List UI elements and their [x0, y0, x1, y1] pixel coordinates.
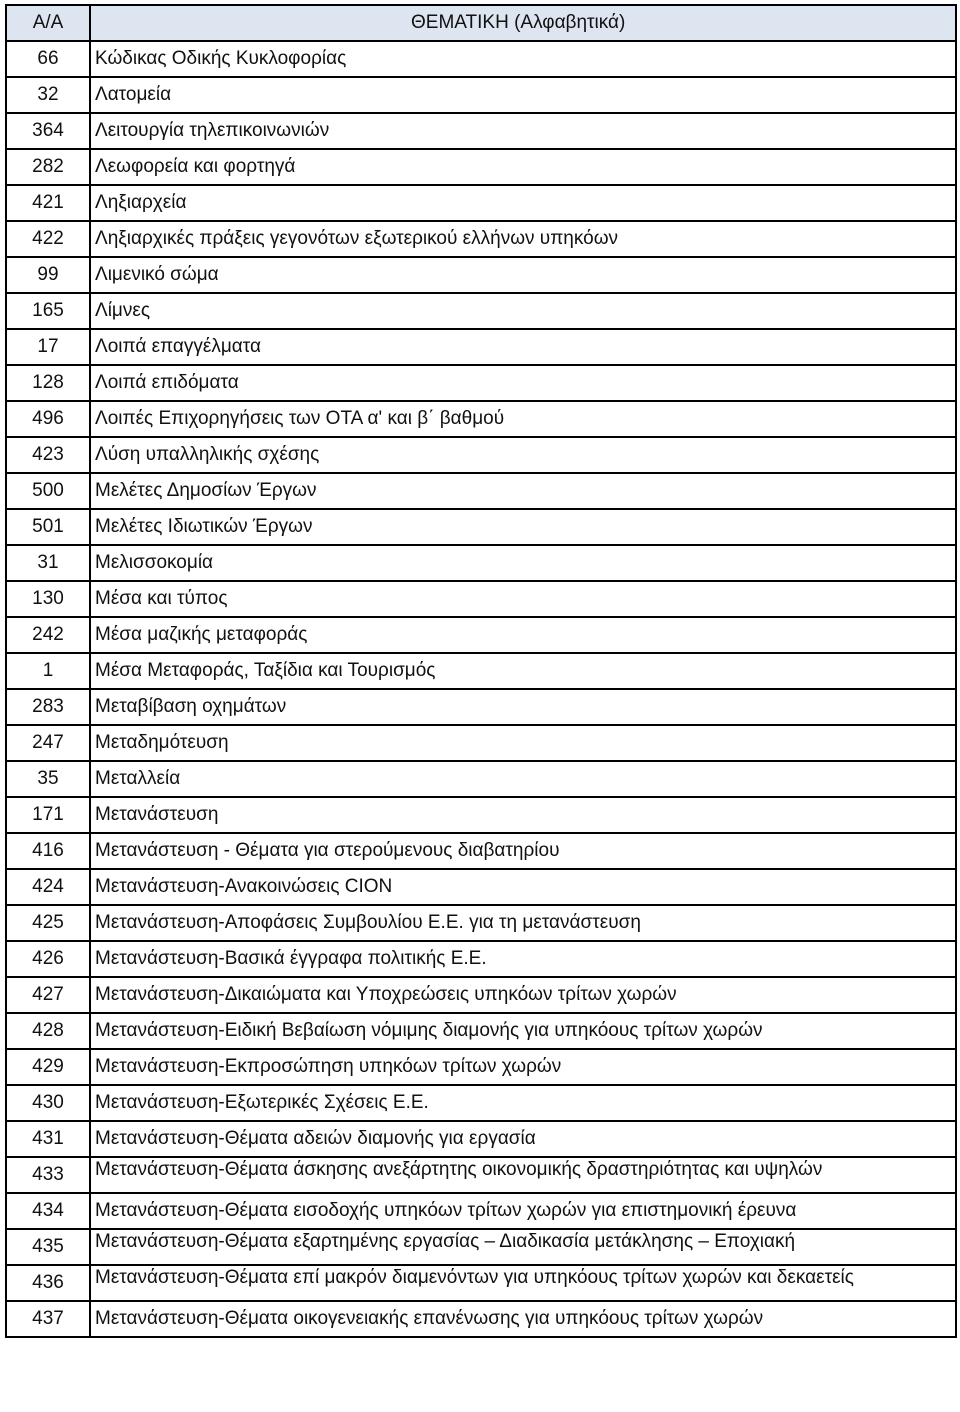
table-row: [6, 437, 956, 473]
table-row: [6, 473, 956, 509]
row-id: 423: [6, 437, 90, 473]
table-row: [6, 761, 956, 797]
row-id: 364: [6, 113, 90, 149]
table-row: [6, 185, 956, 221]
table-row: [6, 869, 956, 905]
table-row: [6, 1301, 956, 1337]
row-id: 501: [6, 509, 90, 545]
table-row: [6, 41, 956, 77]
row-id: 242: [6, 617, 90, 653]
table-row: [6, 1229, 956, 1265]
row-id: 128: [6, 365, 90, 401]
row-topic: Μετανάστευση-Δικαιώματα και Υποχρεώσεις υπηκόων τρίτων χωρών: [90, 977, 956, 1013]
table-row: [6, 545, 956, 581]
table-body: [6, 41, 956, 1337]
table-row: [6, 365, 956, 401]
table-row: [6, 113, 956, 149]
row-id: 434: [6, 1193, 90, 1229]
row-id: 282: [6, 149, 90, 185]
row-id: 496: [6, 401, 90, 437]
table-row: [6, 617, 956, 653]
row-id: 435: [6, 1229, 90, 1265]
row-id: 17: [6, 329, 90, 365]
row-topic: Λοιπά επαγγέλματα: [90, 329, 956, 365]
topics-table: [5, 4, 957, 1338]
table-row: [6, 329, 956, 365]
table-row: [6, 257, 956, 293]
table-row: [6, 1121, 956, 1157]
row-id: 165: [6, 293, 90, 329]
row-id: 428: [6, 1013, 90, 1049]
row-topic: Λοιπές Επιχορηγήσεις των ΟΤΑ α' και β΄ βαθμού: [90, 401, 956, 437]
row-topic: Μετανάστευση-Θέματα εισοδοχής υπηκόων τρίτων χωρών για επιστημονική έρευνα: [90, 1193, 956, 1229]
row-id: 247: [6, 725, 90, 761]
table-row: [6, 1049, 956, 1085]
row-id: 32: [6, 77, 90, 113]
row-topic: Λίμνες: [90, 293, 956, 329]
row-topic: Μελέτες Ιδιωτικών Έργων: [90, 509, 956, 545]
row-id: 422: [6, 221, 90, 257]
row-id: 66: [6, 41, 90, 77]
header-id: Α/Α: [6, 5, 90, 41]
table-row: [6, 221, 956, 257]
row-topic: Μετανάστευση-Ανακοινώσεις CION: [90, 869, 956, 905]
row-topic: Μετανάστευση-Θέματα επί μακρόν διαμενόντων για υπηκόους τρίτων χωρών και δεκαετείς: [90, 1265, 956, 1301]
row-id: 425: [6, 905, 90, 941]
row-topic: Μετανάστευση-Θέματα εξαρτημένης εργασίας – Διαδικασία μετάκλησης – Εποχιακή: [90, 1229, 956, 1265]
table-row: [6, 1157, 956, 1193]
row-topic: Μετανάστευση-Αποφάσεις Συμβουλίου Ε.Ε. για τη μετανάστευση: [90, 905, 956, 941]
row-topic: Μελισσοκομία: [90, 545, 956, 581]
row-id: 433: [6, 1157, 90, 1193]
row-topic: Λειτουργία τηλεπικοινωνιών: [90, 113, 956, 149]
row-topic: Λιμενικό σώμα: [90, 257, 956, 293]
table-row: [6, 77, 956, 113]
header-topic: ΘΕΜΑΤΙΚΗ (Αλφαβητικά): [90, 5, 956, 41]
row-id: 171: [6, 797, 90, 833]
row-id: 427: [6, 977, 90, 1013]
row-id: 429: [6, 1049, 90, 1085]
spreadsheet: [5, 4, 955, 1338]
row-id: 424: [6, 869, 90, 905]
table-row: [6, 401, 956, 437]
table-row: [6, 1265, 956, 1301]
row-id: 130: [6, 581, 90, 617]
row-topic: Λύση υπαλληλικής σχέσης: [90, 437, 956, 473]
row-topic: Μετανάστευση-Θέματα άσκησης ανεξάρτητης οικονομικής δραστηριότητας και υψηλών: [90, 1157, 956, 1193]
row-topic: Κώδικας Οδικής Κυκλοφορίας: [90, 41, 956, 77]
row-id: 35: [6, 761, 90, 797]
row-topic: Μετανάστευση: [90, 797, 956, 833]
table-row: [6, 1085, 956, 1121]
row-topic: Λατομεία: [90, 77, 956, 113]
row-topic: Μελέτες Δημοσίων Έργων: [90, 473, 956, 509]
table-row: [6, 905, 956, 941]
row-id: 430: [6, 1085, 90, 1121]
table-row: [6, 653, 956, 689]
row-id: 426: [6, 941, 90, 977]
row-id: 500: [6, 473, 90, 509]
table-row: [6, 977, 956, 1013]
table-row: [6, 797, 956, 833]
row-id: 421: [6, 185, 90, 221]
row-id: 31: [6, 545, 90, 581]
table-row: [6, 1193, 956, 1229]
row-topic: Μέσα Μεταφοράς, Ταξίδια και Τουρισμός: [90, 653, 956, 689]
row-topic: Μεταβίβαση οχημάτων: [90, 689, 956, 725]
row-topic: Μετανάστευση-Εξωτερικές Σχέσεις Ε.Ε.: [90, 1085, 956, 1121]
table-row: [6, 509, 956, 545]
row-id: 431: [6, 1121, 90, 1157]
table-row: [6, 689, 956, 725]
table-row: [6, 725, 956, 761]
row-topic: Μεταλλεία: [90, 761, 956, 797]
row-id: 99: [6, 257, 90, 293]
row-topic: Μέσα μαζικής μεταφοράς: [90, 617, 956, 653]
row-topic: Μετανάστευση-Εκπροσώπηση υπηκόων τρίτων χωρών: [90, 1049, 956, 1085]
table-row: [6, 149, 956, 185]
row-topic: Ληξιαρχικές πράξεις γεγονότων εξωτερικού ελλήνων υπηκόων: [90, 221, 956, 257]
row-topic: Μετανάστευση-Ειδική Βεβαίωση νόμιμης διαμονής για υπηκόους τρίτων χωρών: [90, 1013, 956, 1049]
row-topic: Μετανάστευση-Βασικά έγγραφα πολιτικής Ε.Ε.: [90, 941, 956, 977]
row-id: 437: [6, 1301, 90, 1337]
row-topic: Λεωφορεία και φορτηγά: [90, 149, 956, 185]
table-row: [6, 833, 956, 869]
row-id: 283: [6, 689, 90, 725]
table-row: [6, 941, 956, 977]
header-row: [6, 5, 956, 41]
table-row: [6, 293, 956, 329]
table-row: [6, 1013, 956, 1049]
row-id: 436: [6, 1265, 90, 1301]
row-topic: Μετανάστευση - Θέματα για στερούμενους διαβατηρίου: [90, 833, 956, 869]
row-topic: Μεταδημότευση: [90, 725, 956, 761]
row-id: 1: [6, 653, 90, 689]
row-topic: Μετανάστευση-Θέματα αδειών διαμονής για εργασία: [90, 1121, 956, 1157]
row-id: 416: [6, 833, 90, 869]
row-topic: Μέσα και τύπος: [90, 581, 956, 617]
row-topic: Ληξιαρχεία: [90, 185, 956, 221]
row-topic: Λοιπά επιδόματα: [90, 365, 956, 401]
table-row: [6, 581, 956, 617]
row-topic: Μετανάστευση-Θέματα οικογενειακής επανένωσης για υπηκόους τρίτων χωρών: [90, 1301, 956, 1337]
